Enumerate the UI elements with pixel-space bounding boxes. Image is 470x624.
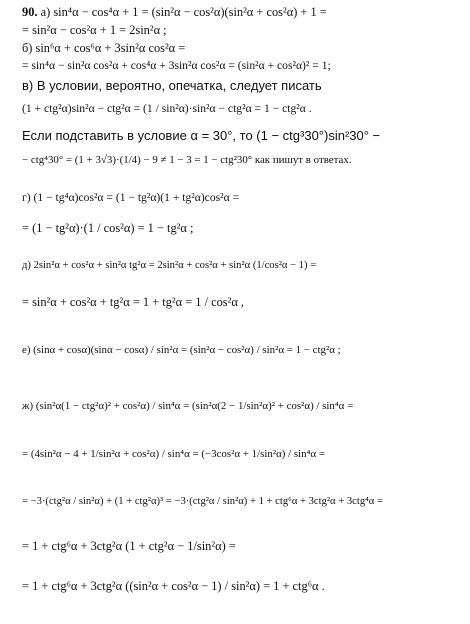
line-e-1: е) (sinα + cosα)(sinα − cosα) / sin²α = (sin²α − cos²α) / sin²α = 1 − ctg²α ; <box>22 344 341 356</box>
line-v-3: Если подставить в условие α = 30°, то (1 − ctg³30°)sin²30° − <box>22 128 381 143</box>
line-d-1: д) 2sin²α + cos²α + sin²α tg²α = 2sin²α + cos²α + sin²α (1/cos²α − 1) = <box>22 260 317 271</box>
line-zh-3: = −3·(ctg²α / sin²α) + (1 + ctg²α)³ = −3·(ctg²α / sin²α) + 1 + ctg⁶α + 3ctg²α + 3ctg⁴α = <box>22 496 383 507</box>
line-v-4: − ctg⁴30° = (1 + 3√3)·(1/4) − 9 ≠ 1 − 3 = 1 − ctg²30° как пишут в ответах. <box>22 154 352 166</box>
line-a-2: = sin²α − cos²α + 1 = 2sin²α ; <box>22 23 167 37</box>
line-b-2: = sin⁴α − sin²α cos²α + cos⁴α + 3sin²α cos²α = (sin²α + cos²α)² = 1; <box>22 59 331 72</box>
line-g-2: = (1 − tg²α)·(1 / cos²α) = 1 − tg²α ; <box>22 221 194 235</box>
line-zh-1: ж) (sin²α(1 − ctg²α)² + cos²α) / sin⁴α = (sin²α(2 − 1/sin²α)² + cos²α) / sin⁴α = <box>22 400 354 412</box>
line-d-2: = sin²α + cos²α + tg²α = 1 + tg²α = 1 / cos²α , <box>22 295 245 309</box>
line-zh-4: = 1 + ctg⁶α + 3ctg²α (1 + ctg²α − 1/sin²α) = <box>22 539 236 553</box>
line-v-1: в) В условии, вероятно, опечатка, следует писать <box>22 78 322 93</box>
line-zh-2: = (4sin²α − 4 + 1/sin²α + cos²α) / sin⁴α = (−3cos²α + 1/sin²α) / sin⁴α = <box>22 448 325 460</box>
line-zh-5: = 1 + ctg⁶α + 3ctg²α ((sin²α + cos²α − 1) / sin²α) = 1 + ctg⁶α . <box>22 579 325 593</box>
line-g-1: г) (1 − tg⁴α)cos²α = (1 − tg²α)(1 + tg²α)cos²α = <box>22 191 240 204</box>
line-b-1: б) sin⁶α + cos⁶α + 3sin²α cos²α = <box>22 41 186 55</box>
line-a-1: 90. а) sin⁴α − cos⁴α + 1 = (sin²α − cos²α)(sin²α + cos²α) + 1 = <box>22 5 327 19</box>
line-v-2: (1 + ctg²α)sin²α − ctg²α = (1 / sin²α)·sin²α − ctg²α = 1 − ctg²α . <box>22 102 312 115</box>
problem-number: 90. <box>22 5 38 19</box>
